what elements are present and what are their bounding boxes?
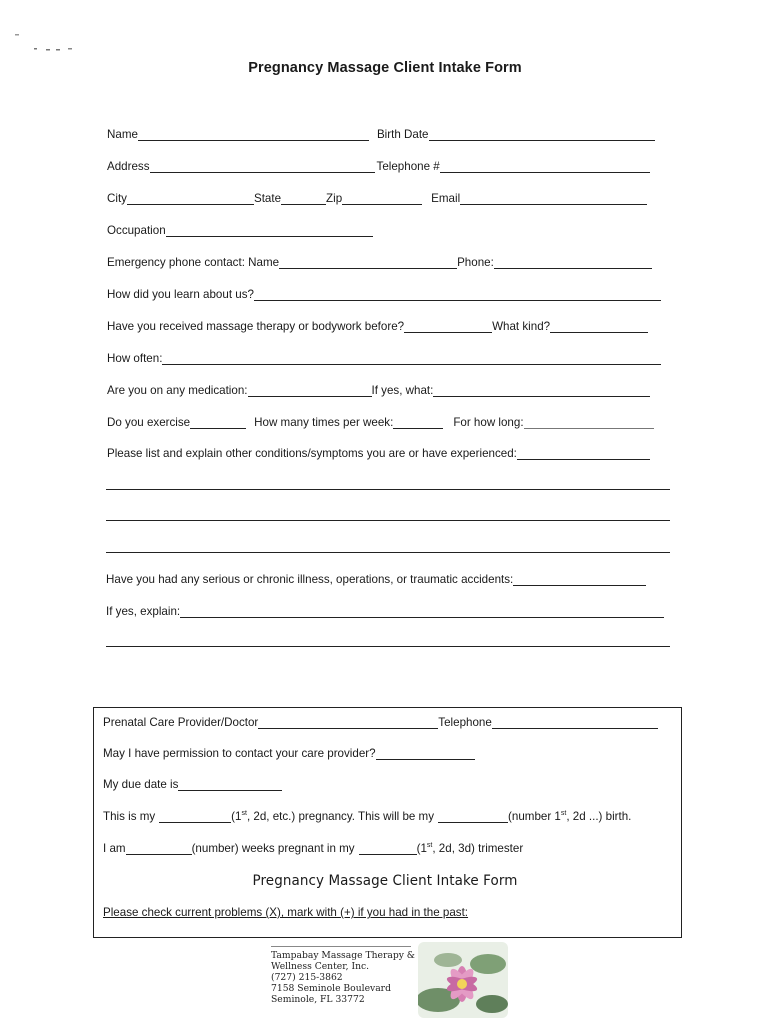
- form-title: Pregnancy Massage Client Intake Form: [248, 60, 522, 76]
- birth-suffix: (number 1st, 2d ...) birth.: [508, 810, 632, 823]
- permission-label: May I have permission to contact your care provider?: [103, 747, 376, 760]
- email-field[interactable]: [460, 191, 647, 205]
- emergency-phone-field[interactable]: [494, 255, 652, 269]
- business-address: [271, 950, 431, 1005]
- state-field[interactable]: [281, 191, 326, 205]
- times-per-week-field[interactable]: [393, 415, 443, 429]
- business-city: Seminole, FL 33772: [271, 994, 365, 1005]
- weeks-mid: (number) weeks pregnant in my: [191, 842, 355, 855]
- if-yes-what-label: If yes, what:: [371, 384, 434, 397]
- illness-field[interactable]: [513, 572, 646, 586]
- how-often-field[interactable]: [162, 351, 661, 365]
- conditions-line-2[interactable]: [106, 520, 670, 521]
- what-kind-field[interactable]: [550, 319, 648, 333]
- pregnancy-number-row: [103, 808, 631, 824]
- instructions-row: [103, 904, 468, 920]
- illness-label: Have you had any serious or chronic illness, operations, or traumatic accidents:: [106, 573, 514, 586]
- telephone-label: Telephone #: [376, 160, 440, 173]
- telephone-field[interactable]: [440, 159, 650, 173]
- business-line-1: Tampabay Massage Therapy &: [271, 950, 415, 961]
- emergency-phone-label: Phone:: [457, 256, 494, 269]
- what-kind-label: What kind?: [492, 320, 551, 333]
- birth-date-field[interactable]: [429, 127, 655, 141]
- if-yes-what-field[interactable]: [433, 383, 650, 397]
- massage-before-field[interactable]: [404, 319, 492, 333]
- medication-label: Are you on any medication:: [107, 384, 248, 397]
- conditions-field[interactable]: [517, 446, 650, 460]
- conditions-label: Please list and explain other conditions/symptoms you are or have experienced:: [107, 447, 517, 460]
- if-yes-explain-field[interactable]: [180, 604, 664, 618]
- weeks-field[interactable]: [126, 841, 192, 855]
- if-yes-explain-label: If yes, explain:: [106, 605, 181, 618]
- due-date-label: My due date is: [103, 778, 179, 791]
- instructions-text: Please check current problems (X), mark with (+) if you had in the past:: [103, 906, 469, 919]
- exercise-label: Do you exercise: [107, 416, 191, 429]
- how-often-row: [107, 350, 661, 366]
- provider-row: [103, 714, 658, 730]
- city-field[interactable]: [127, 191, 254, 205]
- address-label: Address: [107, 160, 150, 173]
- emergency-row: [107, 254, 652, 270]
- occupation-row: [107, 222, 373, 238]
- how-long-label: For how long:: [453, 416, 524, 429]
- massage-before-label: Have you received massage therapy or bodywork before?: [107, 320, 405, 333]
- section-title: Pregnancy Massage Client Intake Form: [252, 873, 518, 889]
- occupation-field[interactable]: [166, 223, 373, 237]
- occupation-label: Occupation: [107, 224, 166, 237]
- medication-row: [107, 382, 650, 398]
- learn-about-label: How did you learn about us?: [107, 288, 254, 301]
- explain-row: [106, 603, 664, 619]
- city-label: City: [107, 192, 127, 205]
- exercise-row: [107, 414, 654, 430]
- emergency-contact-label: Emergency phone contact: Name: [107, 256, 280, 269]
- name-field[interactable]: [138, 127, 369, 141]
- trimester-field[interactable]: [359, 841, 417, 855]
- business-line-2: Wellness Center, Inc.: [271, 961, 370, 972]
- learn-row: [107, 286, 661, 302]
- permission-field[interactable]: [376, 746, 475, 760]
- zip-field[interactable]: [342, 191, 422, 205]
- zip-label: Zip: [326, 192, 343, 205]
- explain-line-2[interactable]: [106, 646, 670, 647]
- how-long-field[interactable]: [524, 415, 654, 429]
- business-phone: (727) 215-3862: [271, 972, 343, 983]
- weeks-row: [103, 840, 523, 856]
- water-lily-icon: [418, 942, 508, 1018]
- pregnancy-prefix: This is my: [103, 810, 156, 823]
- address-row: [107, 158, 650, 174]
- times-per-week-label: How many times per week:: [254, 416, 394, 429]
- birth-date-label: Birth Date: [376, 128, 429, 141]
- medication-field[interactable]: [248, 383, 372, 397]
- name-row: [107, 126, 655, 142]
- learn-about-field[interactable]: [254, 287, 661, 301]
- due-date-field[interactable]: [178, 777, 282, 791]
- weeks-prefix: I am: [103, 842, 126, 855]
- how-often-label: How often:: [107, 352, 163, 365]
- scan-artifact: [10, 30, 90, 60]
- footer-divider: [271, 946, 411, 947]
- birth-number-field[interactable]: [438, 809, 508, 823]
- email-label: Email: [431, 192, 461, 205]
- state-label: State: [253, 192, 282, 205]
- massage-before-row: [107, 318, 648, 334]
- city-row: [107, 190, 647, 206]
- emergency-contact-field[interactable]: [279, 255, 457, 269]
- address-field[interactable]: [150, 159, 375, 173]
- name-label: Name: [107, 128, 138, 141]
- exercise-field[interactable]: [190, 415, 246, 429]
- business-street: 7158 Seminole Boulevard: [271, 983, 391, 994]
- provider-label: Prenatal Care Provider/Doctor: [103, 716, 259, 729]
- permission-row: [103, 745, 475, 761]
- conditions-line-1[interactable]: [106, 489, 670, 490]
- provider-field[interactable]: [258, 715, 438, 729]
- pregnancy-number-field[interactable]: [159, 809, 231, 823]
- provider-telephone-label: Telephone: [438, 716, 492, 729]
- conditions-row: [107, 445, 650, 461]
- conditions-line-3[interactable]: [106, 552, 670, 553]
- illness-row: [106, 571, 646, 587]
- provider-telephone-field[interactable]: [492, 715, 658, 729]
- due-date-row: [103, 776, 282, 792]
- pregnancy-suffix: (1st, 2d, etc.) pregnancy. This will be my: [231, 810, 435, 823]
- trimester-suffix: (1st, 2d, 3d) trimester: [416, 842, 524, 855]
